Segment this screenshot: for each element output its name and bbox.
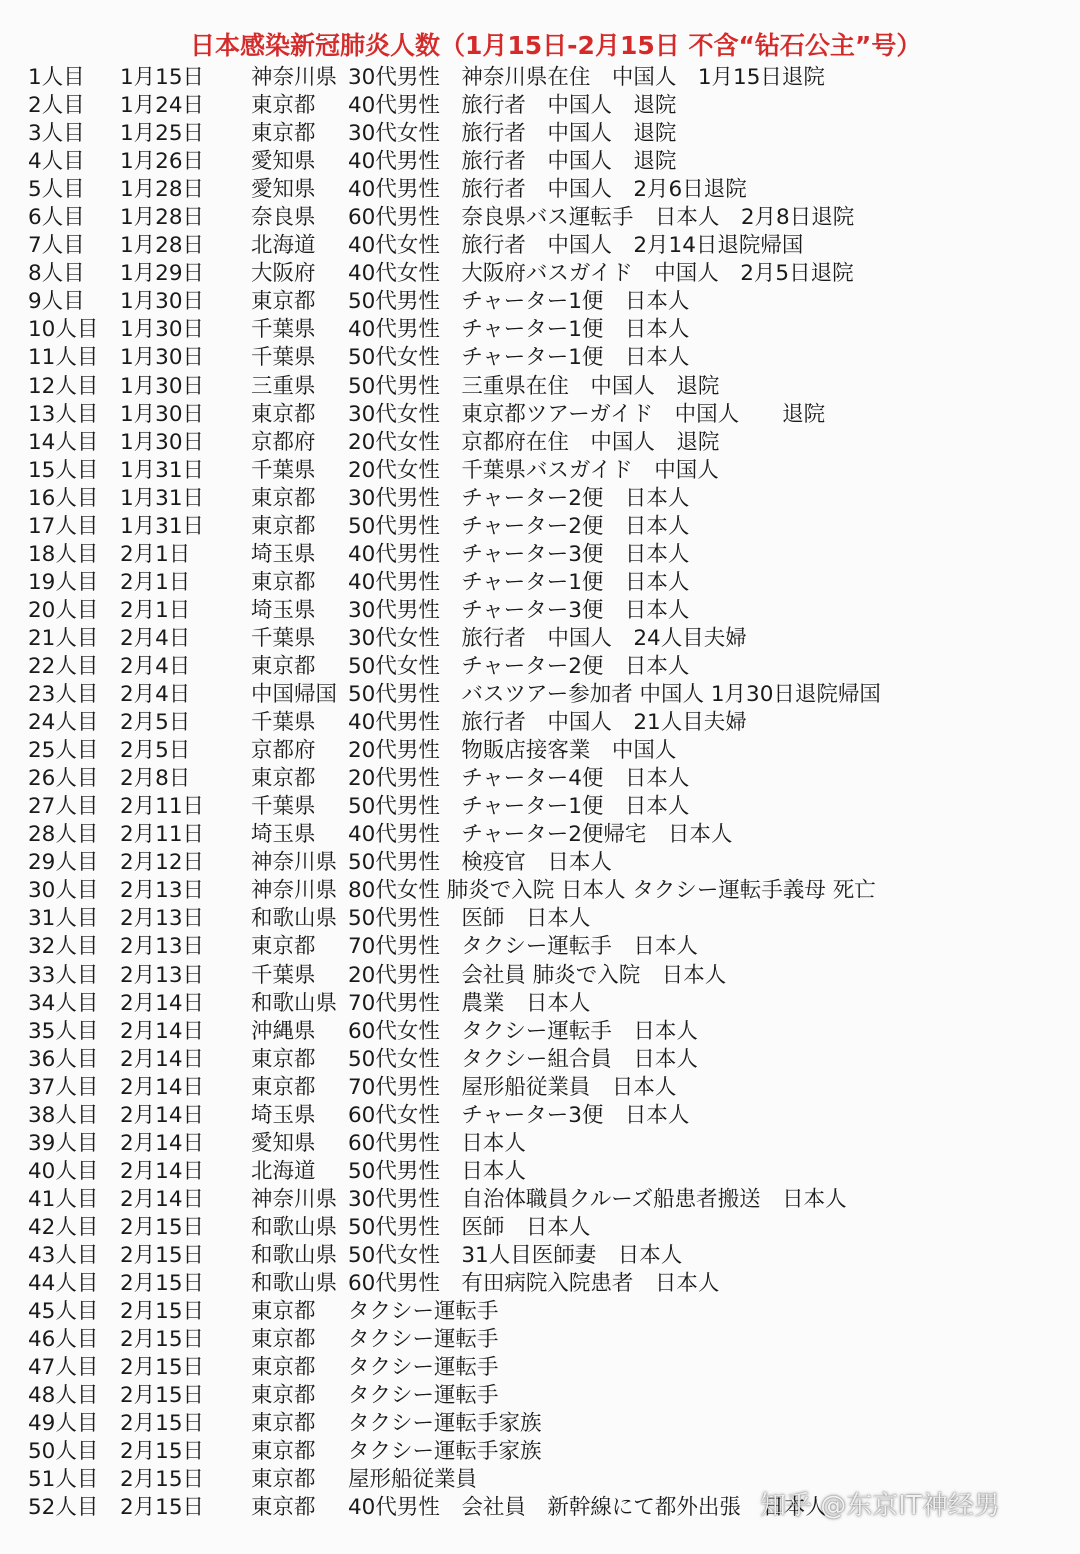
- list-item: [28, 373, 1068, 401]
- case-date: 2月15日: [120, 1271, 205, 1297]
- case-prefecture: 埼玉県: [251, 597, 316, 623]
- case-number: 25人目: [28, 738, 99, 764]
- case-prefecture: 東京都: [251, 569, 316, 595]
- case-number: 33人目: [28, 962, 99, 988]
- case-number: 41人目: [28, 1186, 99, 1212]
- list-item: [28, 793, 1068, 821]
- case-date: 1月30日: [120, 401, 205, 427]
- case-number: 47人目: [28, 1355, 99, 1381]
- case-date: 2月15日: [120, 1411, 205, 1437]
- case-date: 2月4日: [120, 653, 191, 679]
- case-list: [28, 64, 1068, 1522]
- case-details: 50代女性 タクシー組合員 日本人: [348, 1046, 698, 1072]
- list-item: [28, 821, 1068, 849]
- case-number: 6人目: [28, 205, 85, 231]
- case-details: タクシー運転手: [348, 1355, 499, 1381]
- case-date: 2月14日: [120, 1130, 205, 1156]
- case-prefecture: 大阪府: [251, 261, 316, 287]
- case-details: 60代男性 奈良県バス運転手 日本人 2月8日退院: [348, 205, 855, 231]
- case-date: 1月28日: [120, 205, 205, 231]
- case-prefecture: 千葉県: [251, 345, 316, 371]
- case-prefecture: 東京都: [251, 1327, 316, 1353]
- case-details: 40代男性 チャーター2便帰宅 日本人: [348, 822, 733, 848]
- case-details: 40代男性 チャーター1便 日本人: [348, 569, 690, 595]
- case-details: 20代女性 京都府在住 中国人 退院: [348, 429, 720, 455]
- case-number: 50人目: [28, 1439, 99, 1465]
- case-date: 1月31日: [120, 485, 205, 511]
- case-date: 2月15日: [120, 1355, 205, 1381]
- case-date: 2月4日: [120, 625, 191, 651]
- list-item: [28, 625, 1068, 653]
- list-item: [28, 765, 1068, 793]
- case-prefecture: 北海道: [251, 1158, 316, 1184]
- case-details: 40代男性 チャーター3便 日本人: [348, 541, 690, 567]
- case-prefecture: 和歌山県: [251, 1242, 338, 1268]
- case-details: 30代男性 自治体職員クルーズ船患者搬送 日本人: [348, 1186, 847, 1212]
- case-number: 21人目: [28, 625, 99, 651]
- case-prefecture: 奈良県: [251, 205, 316, 231]
- case-number: 20人目: [28, 597, 99, 623]
- case-date: 1月24日: [120, 93, 205, 119]
- case-date: 2月4日: [120, 682, 191, 708]
- list-item: [28, 232, 1068, 260]
- case-prefecture: 沖縄県: [251, 1018, 316, 1044]
- case-date: 2月14日: [120, 990, 205, 1016]
- list-item: [28, 92, 1068, 120]
- case-number: 27人目: [28, 794, 99, 820]
- case-date: 1月15日: [120, 65, 205, 90]
- case-prefecture: 東京都: [251, 485, 316, 511]
- list-item: [28, 653, 1068, 681]
- case-prefecture: 東京都: [251, 1383, 316, 1409]
- list-item: [28, 1270, 1068, 1298]
- case-date: 2月15日: [120, 1327, 205, 1353]
- list-item: [28, 849, 1068, 877]
- case-date: 2月13日: [120, 878, 205, 904]
- case-prefecture: 東京都: [251, 401, 316, 427]
- case-prefecture: 東京都: [251, 1439, 316, 1465]
- case-number: 18人目: [28, 541, 99, 567]
- case-details: 50代男性 バスツアー参加者 中国人 1月30日退院帰国: [348, 682, 881, 708]
- list-item: [28, 344, 1068, 372]
- case-number: 1人目: [28, 65, 85, 90]
- case-details: 30代男性 神奈川県在住 中国人 1月15日退院: [348, 65, 825, 90]
- case-date: 2月1日: [120, 569, 191, 595]
- case-details: 70代男性 農業 日本人: [348, 990, 591, 1016]
- case-date: 1月30日: [120, 289, 205, 315]
- list-item: [28, 204, 1068, 232]
- case-prefecture: 千葉県: [251, 710, 316, 736]
- case-date: 2月12日: [120, 850, 205, 876]
- case-details: 30代女性 東京都ツアーガイド 中国人 退院: [348, 401, 826, 427]
- list-item: [28, 709, 1068, 737]
- case-date: 1月30日: [120, 373, 205, 399]
- case-number: 36人目: [28, 1046, 99, 1072]
- case-details: 70代男性 屋形船従業員 日本人: [348, 1074, 677, 1100]
- list-item: [28, 1046, 1068, 1074]
- case-details: 50代女性 31人目医師妻 日本人: [348, 1242, 683, 1268]
- case-details: 80代女性 肺炎で入院 日本人 タクシー運転手義母 死亡: [348, 878, 876, 904]
- case-prefecture: 千葉県: [251, 317, 316, 343]
- case-prefecture: 愛知県: [251, 149, 316, 175]
- list-item: [28, 1214, 1068, 1242]
- case-prefecture: 埼玉県: [251, 541, 316, 567]
- case-details: 20代男性 会社員 肺炎で入院 日本人: [348, 962, 727, 988]
- case-prefecture: 東京都: [251, 1355, 316, 1381]
- list-item: [28, 1298, 1068, 1326]
- case-prefecture: 神奈川県: [251, 1186, 338, 1212]
- case-date: 2月14日: [120, 1102, 205, 1128]
- case-prefecture: 千葉県: [251, 625, 316, 651]
- case-details: 50代女性 チャーター1便 日本人: [348, 345, 690, 371]
- case-prefecture: 東京都: [251, 1046, 316, 1072]
- case-prefecture: 埼玉県: [251, 822, 316, 848]
- case-details: 屋形船従業員: [348, 1467, 478, 1493]
- case-prefecture: 埼玉県: [251, 1102, 316, 1128]
- case-prefecture: 東京都: [251, 1411, 316, 1437]
- case-date: 2月15日: [120, 1439, 205, 1465]
- case-number: 31人目: [28, 906, 99, 932]
- case-number: 4人目: [28, 149, 85, 175]
- list-item: [28, 1382, 1068, 1410]
- case-date: 1月31日: [120, 457, 205, 483]
- case-date: 1月31日: [120, 513, 205, 539]
- case-number: 44人目: [28, 1271, 99, 1297]
- case-date: 2月13日: [120, 962, 205, 988]
- case-number: 26人目: [28, 766, 99, 792]
- case-date: 2月15日: [120, 1242, 205, 1268]
- case-details: 50代男性 医師 日本人: [348, 906, 591, 932]
- case-date: 1月28日: [120, 233, 205, 259]
- case-date: 2月11日: [120, 794, 205, 820]
- case-prefecture: 東京都: [251, 93, 316, 119]
- case-details: 60代男性 日本人: [348, 1130, 526, 1156]
- case-date: 2月14日: [120, 1158, 205, 1184]
- list-item: [28, 148, 1068, 176]
- list-item: [28, 569, 1068, 597]
- case-number: 52人目: [28, 1495, 99, 1521]
- case-details: 30代女性 旅行者 中国人 退院: [348, 121, 677, 147]
- case-number: 19人目: [28, 569, 99, 595]
- case-number: 49人目: [28, 1411, 99, 1437]
- case-details: 40代男性 チャーター1便 日本人: [348, 317, 690, 343]
- list-item: [28, 1410, 1068, 1438]
- list-item: [28, 1186, 1068, 1214]
- case-prefecture: 愛知県: [251, 177, 316, 203]
- case-details: 50代男性 三重県在住 中国人 退院: [348, 373, 720, 399]
- watermark: 知乎 @东京IT神经男: [760, 1491, 1000, 1521]
- case-prefecture: 東京都: [251, 121, 316, 147]
- case-prefecture: 千葉県: [251, 962, 316, 988]
- case-date: 1月28日: [120, 177, 205, 203]
- case-date: 2月1日: [120, 541, 191, 567]
- list-item: [28, 1354, 1068, 1382]
- list-item: [28, 597, 1068, 625]
- list-item: [28, 1326, 1068, 1354]
- list-item: [28, 1158, 1068, 1186]
- case-number: 16人目: [28, 485, 99, 511]
- case-details: 50代男性 日本人: [348, 1158, 526, 1184]
- case-number: 11人目: [28, 345, 99, 371]
- list-item: [28, 176, 1068, 204]
- list-item: [28, 1242, 1068, 1270]
- case-prefecture: 京都府: [251, 738, 316, 764]
- case-details: 50代男性 チャーター1便 日本人: [348, 794, 690, 820]
- case-number: 42人目: [28, 1214, 99, 1240]
- case-number: 23人目: [28, 682, 99, 708]
- case-details: 60代女性 チャーター3便 日本人: [348, 1102, 690, 1128]
- list-item: [28, 990, 1068, 1018]
- list-item: [28, 1102, 1068, 1130]
- case-number: 12人目: [28, 373, 99, 399]
- case-details: 50代男性 医師 日本人: [348, 1214, 591, 1240]
- case-prefecture: 東京都: [251, 1299, 316, 1325]
- case-prefecture: 東京都: [251, 1467, 316, 1493]
- case-details: 20代男性 チャーター4便 日本人: [348, 766, 690, 792]
- case-number: 38人目: [28, 1102, 99, 1128]
- case-prefecture: 千葉県: [251, 457, 316, 483]
- case-details: 40代男性 旅行者 中国人 2月6日退院: [348, 177, 747, 203]
- case-number: 51人目: [28, 1467, 99, 1493]
- case-details: タクシー運転手: [348, 1299, 499, 1325]
- case-date: 2月8日: [120, 766, 191, 792]
- case-prefecture: 和歌山県: [251, 1214, 338, 1240]
- case-details: 40代女性 旅行者 中国人 2月14日退院帰国: [348, 233, 804, 259]
- case-number: 32人目: [28, 934, 99, 960]
- list-item: [28, 1130, 1068, 1158]
- case-number: 17人目: [28, 513, 99, 539]
- case-details: 40代男性 旅行者 中国人 退院: [348, 93, 677, 119]
- case-date: 2月14日: [120, 1018, 205, 1044]
- case-date: 1月26日: [120, 149, 205, 175]
- list-item: [28, 288, 1068, 316]
- case-prefecture: 京都府: [251, 429, 316, 455]
- case-details: 60代女性 タクシー運転手 日本人: [348, 1018, 698, 1044]
- case-date: 2月14日: [120, 1074, 205, 1100]
- case-prefecture: 和歌山県: [251, 1271, 338, 1297]
- list-item: [28, 933, 1068, 961]
- case-date: 2月14日: [120, 1046, 205, 1072]
- case-number: 13人目: [28, 401, 99, 427]
- list-item: [28, 541, 1068, 569]
- case-details: 70代男性 タクシー運転手 日本人: [348, 934, 698, 960]
- case-prefecture: 神奈川県: [251, 850, 338, 876]
- case-prefecture: 東京都: [251, 1495, 316, 1521]
- list-item: [28, 260, 1068, 288]
- case-prefecture: 神奈川県: [251, 65, 338, 90]
- case-number: 9人目: [28, 289, 85, 315]
- case-prefecture: 神奈川県: [251, 878, 338, 904]
- case-date: 2月15日: [120, 1299, 205, 1325]
- case-date: 1月30日: [120, 317, 205, 343]
- case-prefecture: 愛知県: [251, 1130, 316, 1156]
- case-date: 2月5日: [120, 710, 191, 736]
- case-number: 48人目: [28, 1383, 99, 1409]
- case-date: 1月30日: [120, 345, 205, 371]
- list-item: [28, 429, 1068, 457]
- case-details: 30代男性 チャーター3便 日本人: [348, 597, 690, 623]
- case-prefecture: 和歌山県: [251, 906, 338, 932]
- case-prefecture: 和歌山県: [251, 990, 338, 1016]
- document-title: 日本感染新冠肺炎人数（1月15日-2月15日 不含“钻石公主”号）: [190, 31, 922, 60]
- case-details: 40代男性 旅行者 中国人 退院: [348, 149, 677, 175]
- case-prefecture: 東京都: [251, 513, 316, 539]
- case-date: 2月14日: [120, 1186, 205, 1212]
- case-number: 46人目: [28, 1327, 99, 1353]
- case-date: 1月30日: [120, 429, 205, 455]
- list-item: [28, 513, 1068, 541]
- case-date: 1月29日: [120, 261, 205, 287]
- case-date: 2月15日: [120, 1467, 205, 1493]
- case-number: 24人目: [28, 710, 99, 736]
- list-item: [28, 120, 1068, 148]
- case-prefecture: 東京都: [251, 766, 316, 792]
- list-item: [28, 1018, 1068, 1046]
- case-prefecture: 東京都: [251, 653, 316, 679]
- case-details: 50代男性 チャーター2便 日本人: [348, 513, 690, 539]
- case-details: タクシー運転手: [348, 1383, 499, 1409]
- case-number: 5人目: [28, 177, 85, 203]
- case-details: 20代男性 物販店接客業 中国人: [348, 738, 677, 764]
- case-number: 29人目: [28, 850, 99, 876]
- case-number: 3人目: [28, 121, 85, 147]
- list-item: [28, 681, 1068, 709]
- case-prefecture: 東京都: [251, 289, 316, 315]
- case-number: 45人目: [28, 1299, 99, 1325]
- case-number: 15人目: [28, 457, 99, 483]
- case-date: 2月1日: [120, 597, 191, 623]
- case-details: 50代女性 チャーター2便 日本人: [348, 653, 690, 679]
- case-details: 40代女性 大阪府バスガイド 中国人 2月5日退院: [348, 261, 854, 287]
- case-number: 10人目: [28, 317, 99, 343]
- list-item: [28, 1074, 1068, 1102]
- case-details: 50代男性 検疫官 日本人: [348, 850, 612, 876]
- case-number: 30人目: [28, 878, 99, 904]
- case-date: 1月25日: [120, 121, 205, 147]
- list-item: [28, 401, 1068, 429]
- case-details: 40代男性 旅行者 中国人 21人目夫婦: [348, 710, 747, 736]
- list-item: [28, 457, 1068, 485]
- case-number: 8人目: [28, 261, 85, 287]
- case-prefecture: 三重県: [251, 373, 316, 399]
- case-number: 39人目: [28, 1130, 99, 1156]
- case-number: 22人目: [28, 653, 99, 679]
- case-details: 20代女性 千葉県バスガイド 中国人: [348, 457, 719, 483]
- list-item: [28, 485, 1068, 513]
- case-prefecture: 中国帰国: [251, 682, 338, 708]
- case-number: 34人目: [28, 990, 99, 1016]
- case-number: 14人目: [28, 429, 99, 455]
- list-item: [28, 1438, 1068, 1466]
- list-item: [28, 64, 1068, 92]
- case-date: 2月11日: [120, 822, 205, 848]
- case-prefecture: 千葉県: [251, 794, 316, 820]
- case-number: 35人目: [28, 1018, 99, 1044]
- case-details: 40代男性 会社員 新幹線にて都外出張 日本人: [348, 1495, 827, 1521]
- case-prefecture: 東京都: [251, 934, 316, 960]
- case-prefecture: 北海道: [251, 233, 316, 259]
- list-item: [28, 737, 1068, 765]
- case-date: 2月15日: [120, 1383, 205, 1409]
- case-prefecture: 東京都: [251, 1074, 316, 1100]
- case-number: 28人目: [28, 822, 99, 848]
- case-date: 2月15日: [120, 1214, 205, 1240]
- case-details: 30代女性 旅行者 中国人 24人目夫婦: [348, 625, 747, 651]
- case-number: 2人目: [28, 93, 85, 119]
- case-date: 2月13日: [120, 934, 205, 960]
- case-number: 37人目: [28, 1074, 99, 1100]
- list-item: [28, 905, 1068, 933]
- case-details: タクシー運転手: [348, 1327, 499, 1353]
- list-item: [28, 316, 1068, 344]
- case-details: タクシー運転手家族: [348, 1411, 542, 1437]
- list-item: [28, 877, 1068, 905]
- case-date: 2月13日: [120, 906, 205, 932]
- case-date: 2月15日: [120, 1495, 205, 1521]
- case-details: 30代男性 チャーター2便 日本人: [348, 485, 690, 511]
- case-details: 60代男性 有田病院入院患者 日本人: [348, 1271, 720, 1297]
- case-details: 50代男性 チャーター1便 日本人: [348, 289, 690, 315]
- case-details: タクシー運転手家族: [348, 1439, 542, 1465]
- case-number: 43人目: [28, 1242, 99, 1268]
- case-number: 7人目: [28, 233, 85, 259]
- case-number: 40人目: [28, 1158, 99, 1184]
- list-item: [28, 962, 1068, 990]
- case-date: 2月5日: [120, 738, 191, 764]
